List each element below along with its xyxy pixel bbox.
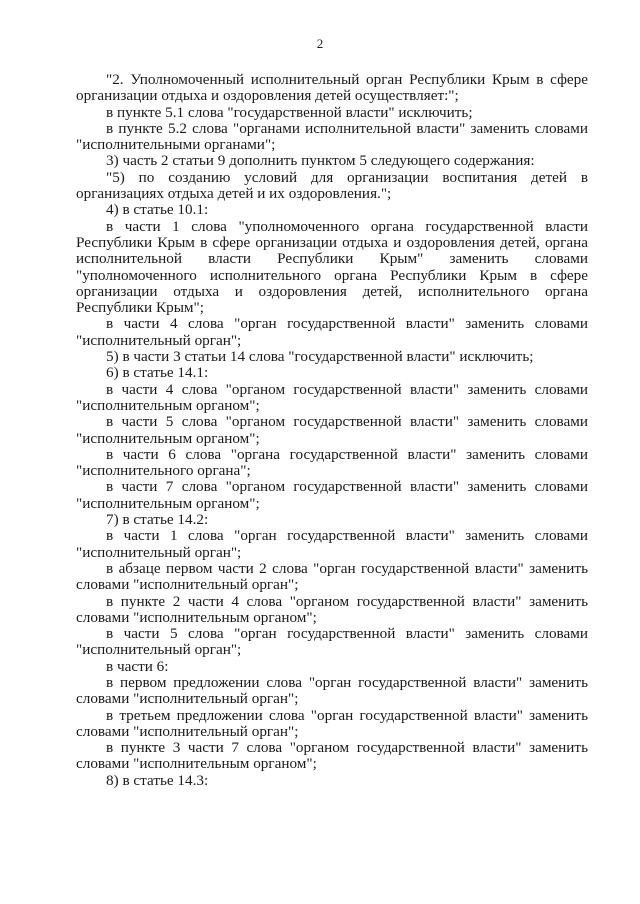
paragraph: в пункте 2 части 4 слова "органом государственной власти" заменить словами "исполнительным органом"; bbox=[76, 592, 588, 626]
paragraph: в части 7 слова "органом государственной власти" заменить словами "исполнительным органом"; bbox=[76, 478, 588, 512]
paragraph: в части 1 слова "уполномоченного органа государственной власти Республики Крым в сфере организации отдыха и оздоровления детей, органа исполнительной власти Республики Крым" заменить словами "уполномоченного исполнительного органа Республики Крым в сфере организации отдыха и оздоровления детей, исполнительного органа Республики Крым"; bbox=[76, 217, 588, 317]
paragraph: в третьем предложении слова "орган государственной власти" заменить словами "исполнительный орган"; bbox=[76, 706, 588, 740]
document-body bbox=[76, 72, 588, 789]
paragraph: в части 5 слова "органом государственной власти" заменить словами "исполнительным органом"; bbox=[76, 413, 588, 447]
paragraph: в части 5 слова "орган государственной власти" заменить словами "исполнительный орган"; bbox=[76, 625, 588, 659]
paragraph: "2. Уполномоченный исполнительный орган Республики Крым в сфере организации отдыха и оздоровления детей осуществляет:"; bbox=[76, 71, 588, 105]
paragraph: в части 4 слова "орган государственной власти" заменить словами "исполнительный орган"; bbox=[76, 315, 588, 349]
paragraph: в части 4 слова "органом государственной власти" заменить словами "исполнительным органом"; bbox=[76, 380, 588, 414]
paragraph: в пункте 3 части 7 слова "органом государственной власти" заменить словами "исполнительным органом"; bbox=[76, 739, 588, 773]
paragraph: "5) по созданию условий для организации воспитания детей в организациях отдыха детей и их оздоровления."; bbox=[76, 168, 588, 203]
paragraph: 5) в части 3 статьи 14 слова "государственной власти" исключить; bbox=[106, 348, 534, 366]
paragraph: в первом предложении слова "орган государственной власти" заменить словами "исполнительный орган"; bbox=[76, 673, 588, 708]
paragraph: в части 6: bbox=[106, 657, 169, 675]
paragraph: 7) в статье 14.2: bbox=[106, 511, 209, 529]
paragraph: в пункте 5.2 слова "органами исполнительной власти" заменить словами "исполнительными органами"; bbox=[76, 119, 588, 154]
paragraph: в абзаце первом части 2 слова "орган государственной власти" заменить словами "исполнительный орган"; bbox=[76, 559, 588, 594]
paragraph: в части 1 слова "орган государственной власти" заменить словами "исполнительный орган"; bbox=[76, 527, 588, 561]
paragraph: 8) в статье 14.3: bbox=[106, 771, 209, 789]
paragraph: 3) часть 2 статьи 9 дополнить пунктом 5 следующего содержания: bbox=[106, 152, 535, 170]
paragraph: 4) в статье 10.1: bbox=[106, 201, 209, 219]
paragraph: в части 6 слова "органа государственной власти" заменить словами "исполнительного органа"; bbox=[76, 445, 588, 480]
page-number: 2 bbox=[316, 36, 324, 51]
paragraph: 6) в статье 14.1: bbox=[106, 364, 209, 382]
paragraph: в пункте 5.1 слова "государственной власти" исключить; bbox=[106, 103, 473, 121]
